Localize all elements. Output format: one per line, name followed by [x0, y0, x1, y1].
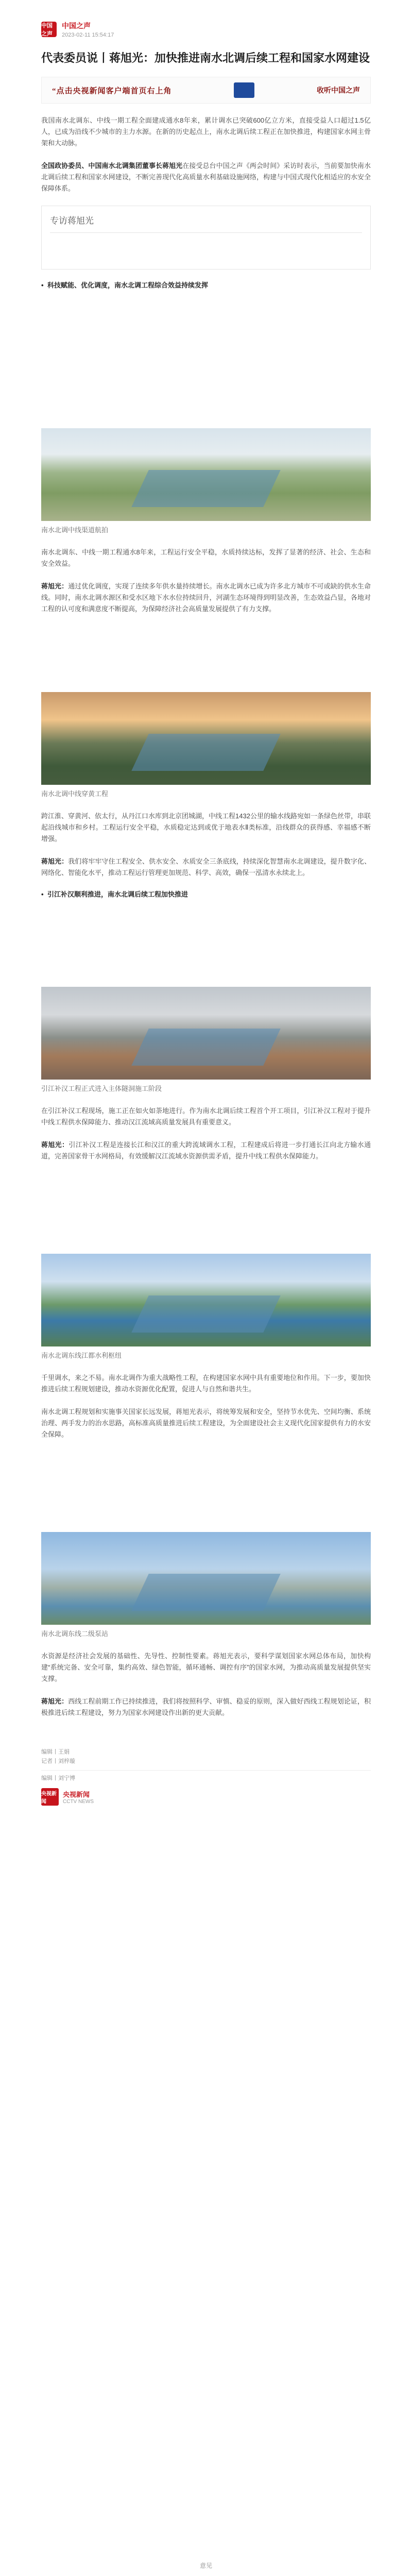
- section-heading: [41, 280, 371, 291]
- paragraph: 在引江补汉工程现场，施工正在如火如荼地进行。作为南水北调后续工程首个开工项目，引江补汉工程对于提升中线工程供水保障能力、推动汉江流域高质量发展具有重要意义。: [41, 1107, 371, 1126]
- photo-detail: [131, 1029, 281, 1066]
- editor-line: 编辑丨王娟: [41, 1749, 70, 1755]
- footer-brand[interactable]: [41, 1788, 371, 1806]
- paragraph-lead: 蒋旭光：: [41, 582, 68, 590]
- divider: [50, 232, 362, 233]
- editor-info: [41, 1747, 371, 1766]
- section-heading: [41, 889, 371, 900]
- paragraph-lead: 全国政协委员、中国南水北调集团董事长蒋旭光: [41, 162, 183, 170]
- app-icon: [234, 82, 254, 98]
- paragraph: 水资源是经济社会发展的基础性、先导性、控制性要素。蒋旭光表示，要科学谋划国家水网总体布局，加快构建“系统完备、安全可靠，集约高效、绿色智能，循环通畅、调控有序”的国家水网，为推动高质量发展提供坚实支撑。: [41, 1652, 371, 1682]
- paragraph: 跨江淮、穿黄河、依太行，从丹江口水库到北京团城湖，中线工程1432公里的输水线路宛如一条绿色丝带，串联起沿线城市和乡村。工程运行安全平稳，水质稳定达到或优于地表水Ⅱ类标准，沿线群众的获得感、幸福感不断增强。: [41, 812, 371, 843]
- paragraph-lead: 蒋旭光：: [41, 1697, 68, 1705]
- paragraph-rest: 引江补汉工程是连接长江和汉江的重大跨流域调水工程，工程建成后将进一步打通长江向北方输水通道，完善国家骨干水网格局，有效缓解汉江流域水资源供需矛盾，提升中线工程供水保障能力。: [41, 1141, 371, 1160]
- banner-right-text: 收听中国之声: [316, 86, 360, 94]
- footer-brand-text: [63, 1789, 94, 1805]
- source-logo[interactable]: 中国之声: [41, 22, 57, 37]
- article-photo[interactable]: [41, 428, 371, 521]
- photo-caption: 南水北调中线渠道航拍: [41, 526, 109, 534]
- paragraph: 千里调水，来之不易。南水北调作为重大战略性工程，在构建国家水网中具有重要地位和作用。下一步，要加快推进后续工程规划建设，推动水资源优化配置，促进人与自然和谐共生。: [41, 1374, 371, 1393]
- paragraph-rest: 在接受总台中国之声《两会时间》采访时表示，当前要加快南水北调后续工程和国家水网建设，不断完善现代化高质量水利基础设施网络，构建与中国式现代化相适应的水安全保障体系。: [41, 162, 371, 192]
- photo-caption: 南水北调东线江都水利枢纽: [41, 1352, 122, 1359]
- paragraph: [41, 160, 371, 194]
- paragraph: [41, 1696, 371, 1719]
- paragraph-rest: 我们将牢牢守住工程安全、供水安全、水质安全三条底线，持续深化智慧南水北调建设，提升数字化、网络化、智能化水平，推动工程运行管理更加规范、科学、高效，确保一泓清水永续北上。: [41, 857, 371, 877]
- editor-line: 编辑丨刘宁博: [41, 1775, 75, 1781]
- footer-brand-sub: CCTV NEWS: [63, 1799, 94, 1805]
- photo-caption: 引江补汉工程正式进入主体隧洞施工阶段: [41, 1085, 162, 1092]
- photo-detail: [131, 470, 281, 507]
- article-photo[interactable]: [41, 1254, 371, 1346]
- editor-info: [41, 1774, 371, 1783]
- paragraph: 南水北调东、中线一期工程通水8年来，工程运行安全平稳，水质持续达标，发挥了显著的经济、社会、生态和安全效益。: [41, 548, 371, 567]
- photo-caption: 南水北调东线二级泵站: [41, 1630, 109, 1638]
- paragraph: 我国南水北调东、中线一期工程全面建成通水8年来，累计调水已突破600亿立方米，直接受益人口超过1.5亿人，已成为沿线不少城市的主力水源。在新的历史起点上，南水北调后续工程正在加快推进，构建国家水网主骨架和大动脉。: [41, 116, 371, 147]
- article-photo[interactable]: [41, 692, 371, 785]
- source-header: [0, 0, 412, 38]
- section-heading-text: 引江补汉顺利推进，南水北调后续工程加快推进: [47, 890, 188, 898]
- paragraph: [41, 1139, 371, 1162]
- divider: [41, 1770, 371, 1771]
- section-heading-text: 科技赋能、优化调度，南水北调工程综合效益持续发挥: [47, 281, 209, 289]
- paragraph-lead: 蒋旭光：: [41, 857, 68, 865]
- banner-left-text: “点击央视新闻客户端首页右上角: [52, 87, 172, 95]
- paragraph: [41, 581, 371, 615]
- bottom-bar[interactable]: [0, 2556, 412, 2576]
- photo-detail: [131, 734, 281, 771]
- paragraph-lead: 蒋旭光：: [41, 1141, 69, 1149]
- promo-banner[interactable]: [41, 77, 371, 104]
- audio-box[interactable]: [41, 206, 371, 270]
- photo-detail: [131, 1295, 281, 1333]
- photo-caption: 南水北调中线穿黄工程: [41, 790, 109, 798]
- footer-brand-name: 央视新闻: [63, 1791, 90, 1798]
- paragraph: 南水北调工程规划和实施事关国家长远发展，蒋旭光表示，将统筹发展和安全，坚持节水优先、空间均衡、系统治理、两手发力的治水思路，高标准高质量推进后续工程建设，为全面建设社会主义现代化国家提供有力的水安全保障。: [41, 1408, 371, 1438]
- photo-detail: [131, 1574, 281, 1611]
- cctv-news-logo: 央视新闻: [41, 1788, 59, 1806]
- bullet-icon: •: [41, 890, 44, 898]
- editor-line: 记者丨刘梓璇: [41, 1758, 75, 1764]
- bullet-icon: •: [41, 281, 44, 289]
- paragraph-rest: 通过优化调度，实现了连续多年供水量持续增长。南水北调水已成为许多北方城市不可或缺的供水生命线。同时，南水北调水源区和受水区地下水水位持续回升，河湖生态环境得到明显改善，生态效益凸显，各地对工程的认可度和满意度不断提高，为保障经济社会高质量发展提供了有力支撑。: [41, 582, 371, 613]
- publish-time: 2023-02-11 15:54:17: [62, 32, 114, 38]
- paragraph: [41, 856, 371, 879]
- audio-box-title: 专访蒋旭光: [50, 216, 94, 226]
- source-name[interactable]: 中国之声: [62, 22, 91, 30]
- feedback-button[interactable]: 意见: [199, 2562, 212, 2569]
- source-meta: [62, 21, 114, 38]
- article-title: 代表委员说丨蒋旭光：加快推进南水北调后续工程和国家水网建设: [41, 52, 370, 64]
- paragraph-rest: 西线工程前期工作已持续推进，我们将按照科学、审慎、稳妥的原则，深入做好西线工程规划论证，积极推进后续工程建设，努力为国家水网建设作出新的更大贡献。: [41, 1697, 371, 1716]
- article-photo[interactable]: [41, 1532, 371, 1625]
- article-photo[interactable]: [41, 987, 371, 1080]
